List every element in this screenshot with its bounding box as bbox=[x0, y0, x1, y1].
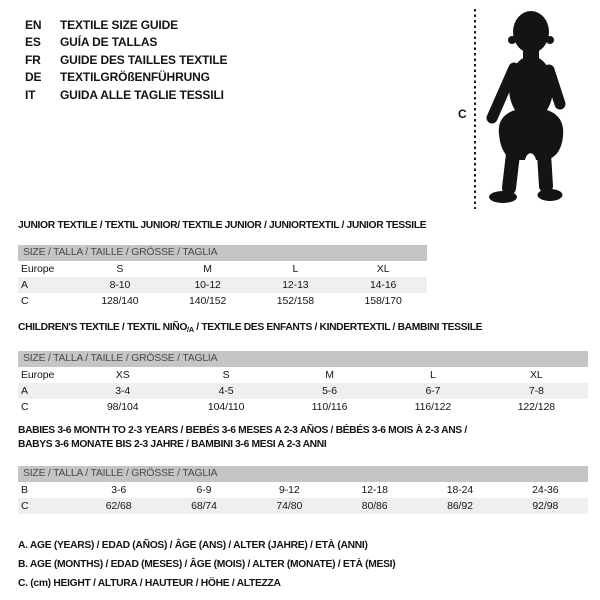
table-row bbox=[18, 277, 427, 293]
babies-section-heading-line1: BABIES 3-6 MONTH TO 2-3 YEARS / BEBÉS 3-6 MESES A 2-3 AÑOS / BÉBÉS 3-6 MOIS À 2-3 ANS / bbox=[18, 425, 467, 436]
lang-row-fr bbox=[25, 52, 227, 69]
age-cell: 12-18 bbox=[361, 484, 388, 496]
junior-size-header-bar: SIZE / TALLA / TAILLE / GRÖSSE / TAGLIA bbox=[18, 245, 427, 261]
age-cell: 4-5 bbox=[218, 385, 234, 397]
row-label: A bbox=[21, 385, 28, 397]
age-cell: 6-9 bbox=[196, 484, 212, 496]
children-section-heading bbox=[18, 322, 482, 334]
size-cell: L bbox=[430, 369, 436, 381]
table-row bbox=[18, 383, 588, 399]
lang-row-de bbox=[25, 69, 227, 86]
height-cell: 122/128 bbox=[517, 401, 555, 413]
age-cell: 18-24 bbox=[446, 484, 474, 496]
babies-size-header-bar: SIZE / TALLA / TAILLE / GRÖSSE / TAGLIA bbox=[18, 466, 588, 482]
footnote-a: A. AGE (YEARS) / EDAD (AÑOS) / ÂGE (ANS) / ALTER (JAHRE) / ETÀ (ANNI) bbox=[18, 540, 368, 551]
size-cell: M bbox=[325, 369, 334, 381]
age-cell: 3-4 bbox=[115, 385, 131, 397]
height-cell: 98/104 bbox=[106, 401, 139, 413]
lang-title: GUIDA ALLE TAGLIE TESSILI bbox=[60, 87, 224, 102]
size-cell: M bbox=[203, 263, 212, 275]
table-row bbox=[18, 399, 588, 415]
row-label: Europe bbox=[21, 369, 55, 381]
age-cell: 12-13 bbox=[282, 279, 309, 291]
lang-row-it bbox=[25, 87, 227, 104]
table-row bbox=[18, 261, 427, 277]
age-cell: 3-6 bbox=[111, 484, 127, 496]
size-cell: XS bbox=[115, 369, 130, 381]
row-label: Europe bbox=[21, 263, 55, 275]
children-heading-prefix: CHILDREN'S TEXTILE / TEXTIL NIÑO bbox=[18, 322, 187, 333]
lang-row-en bbox=[25, 17, 227, 34]
lang-title: GUIDE DES TAILLES TEXTILE bbox=[60, 52, 228, 67]
height-cell: 68/74 bbox=[191, 500, 217, 512]
height-cell: 86/92 bbox=[447, 500, 473, 512]
lang-row-es bbox=[25, 34, 227, 51]
height-cell: 62/68 bbox=[105, 500, 132, 512]
junior-section-heading: JUNIOR TEXTILE / TEXTIL JUNIOR/ TEXTILE JUNIOR / JUNIORTEXTIL / JUNIOR TESSILE bbox=[18, 220, 427, 231]
height-measure-label: C bbox=[458, 107, 467, 121]
height-cell: 140/152 bbox=[188, 295, 227, 307]
age-cell: 24-36 bbox=[532, 484, 559, 496]
height-cell: 152/158 bbox=[276, 295, 314, 307]
babies-size-table bbox=[18, 466, 588, 514]
size-cell: S bbox=[116, 263, 124, 275]
table-row bbox=[18, 293, 427, 309]
children-heading-subscript: /A bbox=[186, 325, 194, 334]
lang-code: IT bbox=[25, 87, 36, 102]
age-cell: 5-6 bbox=[322, 385, 337, 397]
height-cell: 92/98 bbox=[532, 500, 559, 512]
age-cell: 8-10 bbox=[109, 279, 131, 291]
size-cell: S bbox=[222, 369, 230, 381]
junior-size-table bbox=[18, 245, 427, 309]
height-cell: 74/80 bbox=[276, 500, 303, 512]
language-list bbox=[25, 17, 227, 104]
lang-title: TEXTILGRÖßENFÜHRUNG bbox=[60, 70, 210, 85]
row-label: C bbox=[21, 401, 29, 413]
age-cell: 10-12 bbox=[194, 279, 221, 291]
children-size-header-bar: SIZE / TALLA / TAILLE / GRÖSSE / TAGLIA bbox=[18, 351, 588, 367]
row-label: A bbox=[21, 279, 28, 291]
age-cell: 14-16 bbox=[369, 279, 397, 291]
height-cell: 116/122 bbox=[414, 401, 452, 413]
lang-title: GUÍA DE TALLAS bbox=[60, 35, 158, 50]
lang-code: DE bbox=[25, 70, 42, 85]
size-cell: XL bbox=[530, 369, 543, 381]
table-row bbox=[18, 482, 588, 498]
height-cell: 128/140 bbox=[101, 295, 139, 307]
lang-title: TEXTILE SIZE GUIDE bbox=[60, 18, 178, 32]
age-cell: 7-8 bbox=[528, 385, 544, 397]
children-size-table bbox=[18, 351, 588, 415]
height-cell: 104/110 bbox=[207, 401, 245, 413]
height-cell: 158/170 bbox=[364, 295, 402, 307]
baby-silhouette-icon bbox=[481, 10, 569, 208]
size-cell: L bbox=[292, 263, 299, 275]
lang-code: ES bbox=[25, 35, 41, 50]
age-cell: 6-7 bbox=[425, 385, 441, 397]
row-label: C bbox=[21, 500, 29, 512]
row-label: C bbox=[21, 295, 29, 307]
height-cell: 80/86 bbox=[361, 500, 388, 512]
row-label: B bbox=[21, 484, 28, 496]
table-row bbox=[18, 367, 588, 383]
height-cell: 110/116 bbox=[311, 401, 348, 413]
table-row bbox=[18, 498, 588, 514]
age-cell: 9-12 bbox=[279, 484, 300, 496]
children-heading-suffix: / TEXTILE DES ENFANTS / KINDERTEXTIL / BAMBINI TESSILE bbox=[193, 322, 483, 333]
height-measure-dotted-line bbox=[474, 9, 476, 209]
babies-section-heading-line2: BABYS 3-6 MONATE BIS 2-3 JAHRE / BAMBINI 3-6 MESI A 2-3 ANNI bbox=[18, 439, 327, 450]
size-cell: XL bbox=[376, 263, 390, 275]
footnote-c: C. (cm) HEIGHT / ALTURA / HAUTEUR / HÖHE / ALTEZZA bbox=[18, 578, 281, 589]
lang-code: FR bbox=[25, 52, 41, 67]
footnote-legend bbox=[18, 536, 395, 593]
lang-code: EN bbox=[25, 18, 42, 32]
footnote-b: B. AGE (MONTHS) / EDAD (MESES) / ÂGE (MOIS) / ALTER (MONATE) / ETÀ (MESI) bbox=[18, 559, 396, 570]
